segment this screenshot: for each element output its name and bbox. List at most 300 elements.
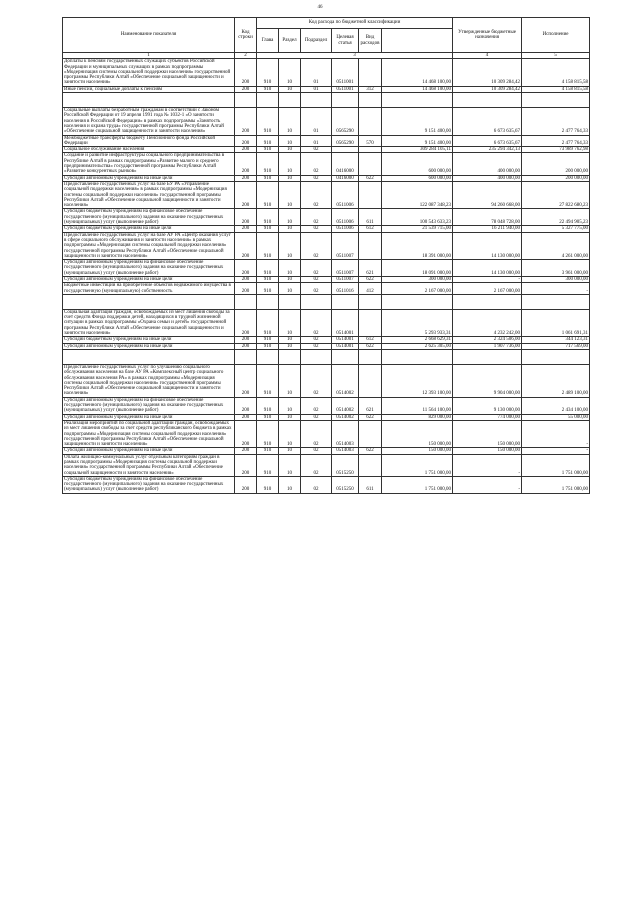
row-exp-type [359,294,382,309]
row-section: 10 [279,153,301,175]
row-exp-type [359,93,382,108]
row-chapter: 910 [257,232,279,259]
row-approved: 600 000,00 [382,175,453,181]
row-exp-type [359,349,382,364]
row-unexecuted: - [522,283,590,295]
col-number: 3 [257,53,453,59]
row-line-code: 200 [235,448,257,454]
row-line-code: 200 [235,454,257,476]
col-number: 2 [235,53,257,59]
row-subsection: 01 [301,135,332,147]
row-subsection [301,349,332,364]
row-name: Субсидии бюджетным учреждениям на иные цели [63,226,235,232]
row-exp-type [359,59,382,86]
row-section: 10 [279,397,301,414]
row-subsection: 02 [301,175,332,181]
row-approved: 2 625 305,00 [382,343,453,349]
row-approved: 5 293 933,31 [382,309,453,336]
row-execution: 774 000,00 [453,414,522,420]
row-section: 10 [279,276,301,282]
row-line-code [235,349,257,364]
row-target: 0565290 [332,108,359,135]
row-unexecuted [522,349,590,364]
row-approved: 122 087 348,23 [382,181,453,208]
row-line-code: 200 [235,175,257,181]
row-exp-type: 312 [359,86,382,92]
row-execution: 9 130 000,00 [453,397,522,414]
row-target: 0511006 [332,226,359,232]
row-target: 0514003 [332,448,359,454]
table-row [63,454,590,476]
row-section: 10 [279,147,301,153]
row-execution: 94 260 668,00 [453,181,522,208]
row-name: Субсидии автономным учреждениям на иные цели [63,448,235,454]
row-approved: 14 468 100,00 [382,86,453,92]
row-approved: 600 000,00 [382,153,453,175]
row-exp-type [359,153,382,175]
row-chapter: 910 [257,175,279,181]
row-subsection: 02 [301,181,332,208]
row-subsection: 02 [301,337,332,343]
row-approved: 2 167 000,00 [382,283,453,295]
header-line-code: Код строки [235,18,257,53]
row-execution: 4 232 242,00 [453,309,522,336]
row-exp-type [359,108,382,135]
row-subsection [301,294,332,309]
row-target: 0514002 [332,364,359,397]
row-unexecuted: 3 961 000,00 [522,260,590,277]
row-exp-type: 622 [359,343,382,349]
row-line-code: 200 [235,209,257,226]
row-unexecuted: 200 000,00 [522,175,590,181]
row-approved: 829 000,00 [382,414,453,420]
row-execution: 400 000,00 [453,175,522,181]
row-line-code: 200 [235,337,257,343]
row-section: 10 [279,448,301,454]
row-exp-type: 570 [359,135,382,147]
row-subsection: 01 [301,59,332,86]
table-row [63,364,590,397]
row-approved: 18 091 000,00 [382,260,453,277]
table-row [63,108,590,135]
row-section: 10 [279,59,301,86]
row-chapter: 910 [257,364,279,397]
row-target: 0511006 [332,209,359,226]
row-approved: 2 668 629,31 [382,337,453,343]
budget-execution-table [62,17,590,494]
row-unexecuted: 5 327 775,00 [522,226,590,232]
row-section: 10 [279,209,301,226]
row-unexecuted: 4 158 815,58 [522,86,590,92]
row-target: 0514003 [332,420,359,447]
page-number: 46 [317,5,323,10]
row-line-code: 200 [235,59,257,86]
row-approved: 150 000,00 [382,420,453,447]
table-row [63,476,590,493]
table-row [63,397,590,414]
row-execution: - [453,476,522,493]
row-line-code: 200 [235,226,257,232]
row-exp-type [359,454,382,476]
row-subsection: 02 [301,283,332,295]
row-name: Предоставление государственных услуг на базе АУ РА «Центр оказания услуг в сфере социального обслуживания и занятости населения» в рамках подпрограммы «Модернизация системы социальной поддержки населения» государственной программы Республики Алтай «Обеспечение социальной защищенности и занятости населения» [63,232,235,259]
row-line-code: 200 [235,135,257,147]
row-execution: - [453,276,522,282]
row-section: 10 [279,135,301,147]
header-name: Наименование показателя [63,18,235,53]
row-approved [382,349,453,364]
row-name: Реализация мероприятий по социальной адаптации граждан, освобождаемых из мест лишения свободы за счет средств республиканского бюджета в рамках подпрограммы «Модернизация системы социальной поддержки населения» государственной программы Республики Алтай «Обеспечение социальной защищенности и занятости населения» [63,420,235,447]
row-name: Оплата жилищно-коммунальных услуг отдельным категориям граждан в рамках подпрограммы «Модернизация системы социальной поддержки населения» государственной программы Республики Алтай «Обеспечение социальной защищенности и занятости населения» [63,454,235,476]
row-unexecuted [522,294,590,309]
row-target: 0514001 [332,343,359,349]
header-budget-code: Код расхода по бюджетной классификации [257,18,453,29]
table-row [63,209,590,226]
row-name: Субсидии автономным учреждениям на финансовое обеспечение государственного (муниципального) задания на оказание государственных (муниципальных) услуг (выполнение работ) [63,260,235,277]
row-name: Бюджетные инвестиции на приобретение объектов недвижимого имущества в государственную (муниципальную) собственность [63,283,235,295]
row-target: 0514002 [332,414,359,420]
row-name: Социальные выплаты безработным гражданам в соответствии с Законом Российской Федерации от 19 апреля 1991 года № 1032-1 «О занятости населения в Российской Федерации» в рамках подпрограммы «Занятость населения и охрана труда» государственной программы Республики Алтай «Обеспечение социальной защищенности и занятости населения» [63,108,235,135]
table-row [63,309,590,336]
row-exp-type [359,309,382,336]
row-section: 10 [279,260,301,277]
row-line-code: 200 [235,232,257,259]
row-section: 10 [279,108,301,135]
row-execution: 16 211 940,00 [453,226,522,232]
row-target: 0515250 [332,454,359,476]
row-target: 0416000 [332,153,359,175]
table-row [63,283,590,295]
row-subsection: 02 [301,209,332,226]
header-exp-type: Вид расходов [359,29,382,53]
row-section: 10 [279,454,301,476]
row-chapter: 910 [257,153,279,175]
row-execution: 9 904 000,00 [453,364,522,397]
row-execution: 10 309 284,42 [453,86,522,92]
row-execution [453,93,522,108]
row-chapter: 910 [257,414,279,420]
row-subsection: 02 [301,414,332,420]
row-section: 10 [279,232,301,259]
row-execution: 2 167 000,00 [453,283,522,295]
row-execution: 235 294 342,13 [453,147,522,153]
row-execution: 150 000,00 [453,420,522,447]
row-approved: 21 539 715,00 [382,226,453,232]
row-execution: 150 000,00 [453,448,522,454]
row-target: 0514001 [332,337,359,343]
header-chapter: Глава [257,29,279,53]
row-subsection: 02 [301,476,332,493]
row-name: Предоставление государственных услуг на базе БУ РА «Управление социальной поддержки населения» в рамках подпрограммы «Модернизация системы социальной поддержки населения» государственной программы Республики Алтай «Обеспечение социальной защищенности и занятости населения» [63,181,235,208]
row-name: Субсидии автономным учреждениям на иные цели [63,414,235,420]
row-target: 0511016 [332,283,359,295]
row-subsection: 02 [301,260,332,277]
header-approved: Утвержденные бюджетные назначения [453,18,522,53]
row-unexecuted: 344 123,31 [522,337,590,343]
row-subsection: 02 [301,226,332,232]
row-unexecuted: 2 477 764,33 [522,108,590,135]
row-line-code: 200 [235,283,257,295]
row-name: Создание и развитие инфраструктуры социального предпринимательства в Республике Алтай в рамках подпрограммы «Развитие малого и среднего предпринимательства» государственной программы Республики Алтай «Развитие конкурентных рынков» [63,153,235,175]
row-line-code: 200 [235,476,257,493]
row-line-code [235,294,257,309]
row-unexecuted: 2 489 100,00 [522,364,590,397]
row-line-code: 200 [235,414,257,420]
col-number: 5 [522,53,590,59]
row-chapter [257,93,279,108]
row-exp-type: 612 [359,226,382,232]
row-exp-type: 622 [359,448,382,454]
row-subsection: 02 [301,276,332,282]
row-name: Предоставление государственных услуг по улучшению социального обслуживания населения на базе АУ РА «Комплексный центр социального обслуживания населения РА» в рамках подпрограммы «Модернизация системы социальной поддержки населения» государственной программы Республики Алтай «Обеспечение социальной защищенности и занятости населения» [63,364,235,397]
row-line-code: 200 [235,108,257,135]
row-execution: 78 048 728,00 [453,209,522,226]
row-name: Межбюджетные трансферты бюджету Пенсионного фонда Российской Федерации [63,135,235,147]
row-section: 10 [279,283,301,295]
row-unexecuted: - [522,448,590,454]
table-row [63,153,590,175]
row-unexecuted: 4 261 000,00 [522,232,590,259]
row-subsection: 02 [301,153,332,175]
row-chapter [257,294,279,309]
row-chapter: 910 [257,226,279,232]
row-exp-type: 412 [359,283,382,295]
row-target: 0565290 [332,135,359,147]
row-line-code: 200 [235,343,257,349]
row-execution: - [453,454,522,476]
header-target: Целевая статья [332,29,359,53]
row-line-code: 200 [235,364,257,397]
row-line-code: 200 [235,181,257,208]
table-row [63,420,590,447]
row-exp-type [359,232,382,259]
row-target: 0511007 [332,276,359,282]
row-subsection: 02 [301,232,332,259]
table-row [63,232,590,259]
row-chapter: 910 [257,448,279,454]
row-execution: 10 309 284,42 [453,59,522,86]
row-line-code [235,93,257,108]
row-execution: 400 000,00 [453,153,522,175]
row-name [63,294,235,309]
row-subsection: 01 [301,108,332,135]
row-name: Иные пенсии, социальные доплаты к пенсиям [63,86,235,92]
row-chapter: 910 [257,59,279,86]
row-section: 10 [279,364,301,397]
row-section [279,349,301,364]
row-unexecuted: 1 751 000,00 [522,454,590,476]
row-name: Субсидии бюджетным учреждениям на финансовое обеспечение государственного (муниципального) задания на оказание государственных (муниципальных) услуг (выполнение работ) [63,476,235,493]
row-section [279,93,301,108]
row-exp-type: 621 [359,260,382,277]
row-exp-type: 622 [359,276,382,282]
table-row [63,59,590,86]
row-approved: 12 393 100,00 [382,364,453,397]
row-section: 10 [279,343,301,349]
row-chapter: 910 [257,276,279,282]
row-approved: 18 391 000,00 [382,232,453,259]
row-approved: 1 751 000,00 [382,476,453,493]
row-exp-type: 622 [359,414,382,420]
row-section: 10 [279,414,301,420]
row-line-code: 200 [235,397,257,414]
row-name: Субсидии бюджетным учреждениям на финансовое обеспечение государственного (муниципального) задания на оказание государственных (муниципальных) услуг (выполнение работ) [63,209,235,226]
row-subsection: 02 [301,309,332,336]
row-subsection: 02 [301,448,332,454]
row-name: Субсидии автономным учреждениям на иные цели [63,175,235,181]
row-chapter: 910 [257,454,279,476]
table-body [63,53,590,494]
row-chapter: 910 [257,181,279,208]
row-exp-type: 622 [359,175,382,181]
row-exp-type: 612 [359,337,382,343]
row-unexecuted: 4 158 815,58 [522,59,590,86]
row-unexecuted: 300 000,00 [522,276,590,282]
row-approved [382,93,453,108]
row-target [332,349,359,364]
row-line-code: 200 [235,86,257,92]
row-subsection: 01 [301,86,332,92]
row-name: Социальная адаптация граждан, освобождаемых из мест лишения свободы за счет средств Фонда поддержки детей, находящихся в трудной жизненной ситуации в рамках подпрограммы «Охрана семьи и детей» государственной программы Республики Алтай «Обеспечение социальной защищенности и занятости населения» [63,309,235,336]
row-target: 0511001 [332,59,359,86]
row-chapter: 910 [257,147,279,153]
row-approved: 9 151 400,00 [382,135,453,147]
spacer-row [63,93,590,108]
row-name: Социальное обслуживание населения [63,147,235,153]
row-line-code: 200 [235,153,257,175]
row-name: Субсидии автономным учреждениям на иные цели [63,343,235,349]
row-name [63,349,235,364]
row-target [332,294,359,309]
row-chapter: 910 [257,476,279,493]
header-subsection: Подраздел [301,29,332,53]
row-name [63,93,235,108]
row-subsection: 02 [301,420,332,447]
row-target: 0416000 [332,175,359,181]
row-section: 10 [279,420,301,447]
row-chapter: 910 [257,309,279,336]
row-execution: 1 907 736,00 [453,343,522,349]
row-exp-type: 611 [359,476,382,493]
row-unexecuted: 200 000,00 [522,153,590,175]
row-execution [453,349,522,364]
row-approved [382,294,453,309]
row-unexecuted: 22 494 905,23 [522,209,590,226]
row-execution: 14 130 000,00 [453,232,522,259]
row-unexecuted: 1 061 691,31 [522,309,590,336]
row-execution: 2 324 506,00 [453,337,522,343]
row-unexecuted [522,93,590,108]
spacer-row [63,349,590,364]
row-target: 0511007 [332,260,359,277]
row-exp-type [359,420,382,447]
row-chapter: 910 [257,108,279,135]
row-unexecuted: 73 989 762,98 [522,147,590,153]
row-section: 10 [279,226,301,232]
row-chapter: 910 [257,420,279,447]
row-name: Субсидии автономным учреждениям на иные цели [63,276,235,282]
row-section: 10 [279,337,301,343]
row-approved: 11 564 100,00 [382,397,453,414]
row-unexecuted: 1 751 000,00 [522,476,590,493]
row-unexecuted: 2 477 764,33 [522,135,590,147]
row-unexecuted: 27 822 680,23 [522,181,590,208]
row-chapter: 910 [257,135,279,147]
row-section: 10 [279,86,301,92]
row-approved: 1 751 000,00 [382,454,453,476]
row-chapter: 910 [257,260,279,277]
row-section: 10 [279,309,301,336]
row-approved: 100 543 633,23 [382,209,453,226]
row-subsection: 02 [301,343,332,349]
row-line-code: 200 [235,260,257,277]
row-target: 0514001 [332,309,359,336]
row-exp-type [359,181,382,208]
row-subsection: 02 [301,147,332,153]
row-line-code: 200 [235,309,257,336]
row-approved: 14 468 100,00 [382,59,453,86]
row-section [279,294,301,309]
row-name: Субсидии автономным учреждениям на финансовое обеспечение государственного (муниципального) задания на оказание государственных (муниципальных) услуг (выполнение работ) [63,397,235,414]
row-chapter: 910 [257,397,279,414]
row-target: 0514002 [332,397,359,414]
row-subsection: 02 [301,364,332,397]
row-approved: 150 000,00 [382,448,453,454]
row-unexecuted: 717 569,00 [522,343,590,349]
row-section: 10 [279,175,301,181]
row-target: 0511006 [332,181,359,208]
row-approved: 300 000,00 [382,276,453,282]
row-line-code: 200 [235,276,257,282]
row-target [332,93,359,108]
row-name: Доплаты к пенсиям государственных служащих субъектов Российской Федерации и муниципальных служащих в рамках подпрограммы «Модернизация системы социальной поддержки населения» государственной программы Республики Алтай «Обеспечение социальной защищенности и занятости населения» [63,59,235,86]
row-chapter [257,349,279,364]
header-execution: Исполнение [522,18,590,53]
header-section: Раздел [279,29,301,53]
row-name: Субсидии бюджетным учреждениям на иные цели [63,337,235,343]
col-number: 4 [453,53,522,59]
row-execution: 6 673 635,67 [453,135,522,147]
row-unexecuted: 2 434 100,00 [522,397,590,414]
row-subsection [301,93,332,108]
row-target: 0515250 [332,476,359,493]
row-section: 10 [279,181,301,208]
row-unexecuted: 55 000,00 [522,414,590,420]
row-chapter: 910 [257,337,279,343]
row-execution [453,294,522,309]
row-approved: 309 284 105,11 [382,147,453,153]
row-target: 0511001 [332,86,359,92]
table-row [63,260,590,277]
row-target: 0511007 [332,232,359,259]
row-exp-type [359,364,382,397]
row-line-code: 200 [235,420,257,447]
row-exp-type: 611 [359,209,382,226]
row-execution: 14 130 000,00 [453,260,522,277]
row-chapter: 910 [257,343,279,349]
spacer-row [63,294,590,309]
row-subsection: 02 [301,397,332,414]
table-row [63,181,590,208]
row-subsection: 02 [301,454,332,476]
row-exp-type: 621 [359,397,382,414]
row-execution: 6 673 635,67 [453,108,522,135]
row-approved: 9 151 400,00 [382,108,453,135]
table-row [63,135,590,147]
row-chapter: 910 [257,283,279,295]
col-number: 1 [63,53,235,59]
row-chapter: 910 [257,86,279,92]
